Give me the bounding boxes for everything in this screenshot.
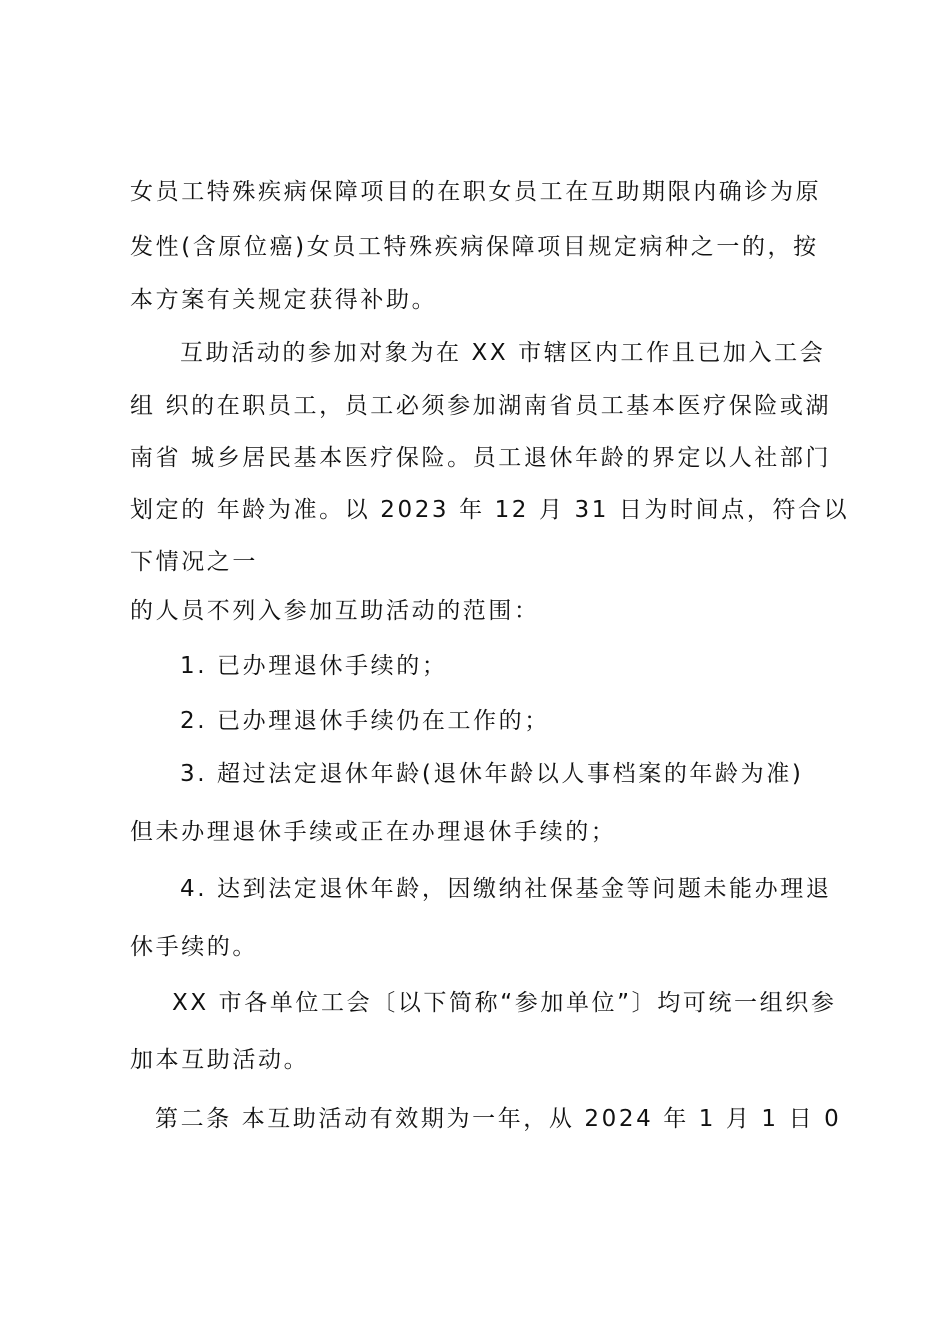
text-line-6: 南省 城乡居民基本医疗保险。员工退休年龄的界定以人社部门 xyxy=(130,445,832,471)
text-line-5: 组 织的在职员工，员工必须参加湖南省员工基本医疗保险或湖 xyxy=(130,393,832,419)
text-line-2: 发性(含原位癌)女员工特殊疾病保障项目规定病种之一的，按 xyxy=(130,234,819,260)
text-line-3: 本方案有关规定获得补助。 xyxy=(130,287,438,313)
text-line-4: 互助活动的参加对象为在 XX 市辖区内工作且已加入工会 xyxy=(180,340,826,366)
list-item-1: 1. 已办理退休手续的； xyxy=(180,653,448,679)
list-item-4-continuation: 休手续的。 xyxy=(130,934,258,960)
text-line-16: XX 市各单位工会〔以下简称“参加单位”〕均可统一组织参 xyxy=(172,990,837,1016)
article-two-line: 第二条 本互助活动有效期为一年，从 2024 年 1 月 1 日 0 xyxy=(155,1106,842,1132)
list-item-2: 2. 已办理退休手续仍在工作的； xyxy=(180,708,550,734)
text-line-8: 下情况之一 xyxy=(130,549,258,575)
text-line-1: 女员工特殊疾病保障项目的在职女员工在互助期限内确诊为原 xyxy=(130,179,822,205)
text-line-17: 加本互助活动。 xyxy=(130,1047,310,1073)
list-item-3-continuation: 但未办理退休手续或正在办理退休手续的； xyxy=(130,819,617,845)
text-line-7: 划定的 年龄为准。以 2023 年 12 月 31 日为时间点，符合以 xyxy=(130,497,850,523)
list-item-3: 3. 超过法定退休年龄(退休年龄以人事档案的年龄为准) xyxy=(180,761,804,787)
text-line-9: 的人员不列入参加互助活动的范围： xyxy=(130,598,540,624)
list-item-4: 4. 达到法定退休年龄，因缴纳社保基金等问题未能办理退 xyxy=(180,876,832,902)
